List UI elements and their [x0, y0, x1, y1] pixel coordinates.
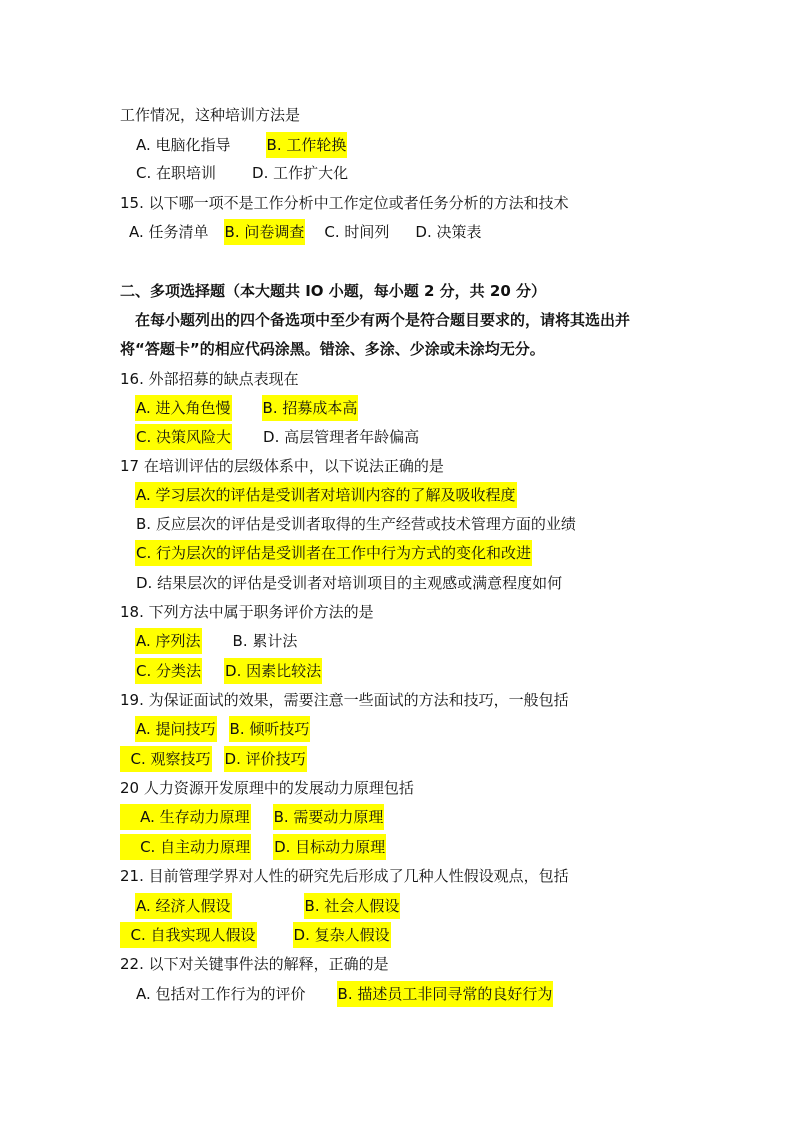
- highlighted-answer-option: B. 工作轮换: [266, 132, 348, 158]
- highlighted-answer-option: C. 决策风险大: [135, 424, 232, 450]
- answer-options-line: [128, 219, 482, 245]
- highlighted-answer-option: A. 进入角色慢: [135, 395, 232, 421]
- highlighted-answer-option: D. 复杂人假设: [293, 922, 391, 948]
- highlighted-answer-option: D. 评价技巧: [224, 746, 307, 772]
- answer-option: C. 在职培训: [136, 164, 217, 182]
- highlighted-answer-option: C. 自主动力原理: [120, 834, 251, 860]
- answer-options-line: [135, 132, 347, 158]
- answer-option: D. 高层管理者年龄偏高: [263, 428, 420, 446]
- answer-option: D. 工作扩大化: [252, 164, 349, 182]
- question-text: 18. 下列方法中属于职务评价方法的是: [120, 603, 374, 621]
- answer-options-line: [135, 658, 322, 684]
- question-text: 20 人力资源开发原理中的发展动力原理包括: [120, 779, 414, 797]
- answer-options-line: [120, 746, 307, 772]
- highlighted-answer-option: B. 问卷调查: [224, 219, 306, 245]
- answer-option: D. 结果层次的评估是受训者对培训项目的主观感或满意程度如何: [136, 574, 563, 592]
- question-text: 19. 为保证面试的效果，需要注意一些面试的方法和技巧，一般包括: [120, 691, 569, 709]
- highlighted-answer-option: B. 倾听技巧: [229, 716, 311, 742]
- highlighted-answer-option: C. 自我实现人假设: [120, 922, 257, 948]
- answer-options-line: [120, 834, 386, 860]
- answer-options-line: [135, 540, 532, 566]
- answer-option: B. 反应层次的评估是受训者取得的生产经营或技术管理方面的业绩: [136, 515, 576, 533]
- section-heading-text: 在每小题列出的四个备选项中至少有两个是符合题目要求的，请将其选出并: [135, 311, 631, 329]
- section-heading-text: 将“答题卡”的相应代码涂黑。错涂、多涂、少涂或未涂均无分。: [120, 340, 545, 358]
- highlighted-answer-option: B. 招募成本高: [262, 395, 359, 421]
- section-heading-text: 二、多项选择题（本大题共 IO 小题，每小题 2 分，共 20 分）: [120, 282, 546, 300]
- question-text: 工作情况，这种培训方法是: [120, 106, 301, 124]
- answer-options-line: [135, 395, 358, 421]
- highlighted-answer-option: A. 经济人假设: [135, 893, 232, 919]
- highlighted-answer-option: B. 需要动力原理: [273, 804, 385, 830]
- answer-option: B. 累计法: [232, 632, 298, 650]
- highlighted-answer-option: A. 生存动力原理: [120, 804, 251, 830]
- answer-options-line: [135, 511, 577, 537]
- answer-option: A. 任务清单: [129, 223, 209, 241]
- question-text: 16. 外部招募的缺点表现在: [120, 370, 299, 388]
- answer-option: A. 包括对工作行为的评价: [136, 985, 306, 1003]
- highlighted-answer-option: B. 社会人假设: [304, 893, 401, 919]
- question-text: 21. 目前管理学界对人性的研究先后形成了几种人性假设观点，包括: [120, 867, 569, 885]
- answer-options-line: [135, 570, 563, 596]
- highlighted-answer-option: A. 提问技巧: [135, 716, 217, 742]
- answer-options-line: [135, 160, 349, 186]
- question-text: 22. 以下对关键事件法的解释，正确的是: [120, 955, 389, 973]
- answer-options-line: [135, 628, 298, 654]
- answer-option: D. 决策表: [415, 223, 482, 241]
- answer-options-line: [135, 482, 517, 508]
- question-text: 17 在培训评估的层级体系中，以下说法正确的是: [120, 457, 444, 475]
- answer-option: A. 电脑化指导: [136, 136, 231, 154]
- answer-options-line: [135, 981, 553, 1007]
- answer-options-line: [135, 424, 420, 450]
- highlighted-answer-option: C. 行为层次的评估是受训者在工作中行为方式的变化和改进: [135, 540, 532, 566]
- highlighted-answer-option: D. 目标动力原理: [273, 834, 386, 860]
- highlighted-answer-option: B. 描述员工非同寻常的良好行为: [337, 981, 554, 1007]
- answer-options-line: [135, 893, 400, 919]
- answer-options-line: [120, 804, 384, 830]
- answer-options-line: [120, 922, 391, 948]
- answer-option: C. 时间列: [324, 223, 390, 241]
- answer-options-line: [135, 716, 310, 742]
- highlighted-answer-option: C. 观察技巧: [120, 746, 212, 772]
- question-text: 15. 以下哪一项不是工作分析中工作定位或者任务分析的方法和技术: [120, 194, 569, 212]
- highlighted-answer-option: D. 因素比较法: [224, 658, 322, 684]
- highlighted-answer-option: C. 分类法: [135, 658, 202, 684]
- highlighted-answer-option: A. 序列法: [135, 628, 202, 654]
- highlighted-answer-option: A. 学习层次的评估是受训者对培训内容的了解及吸收程度: [135, 482, 517, 508]
